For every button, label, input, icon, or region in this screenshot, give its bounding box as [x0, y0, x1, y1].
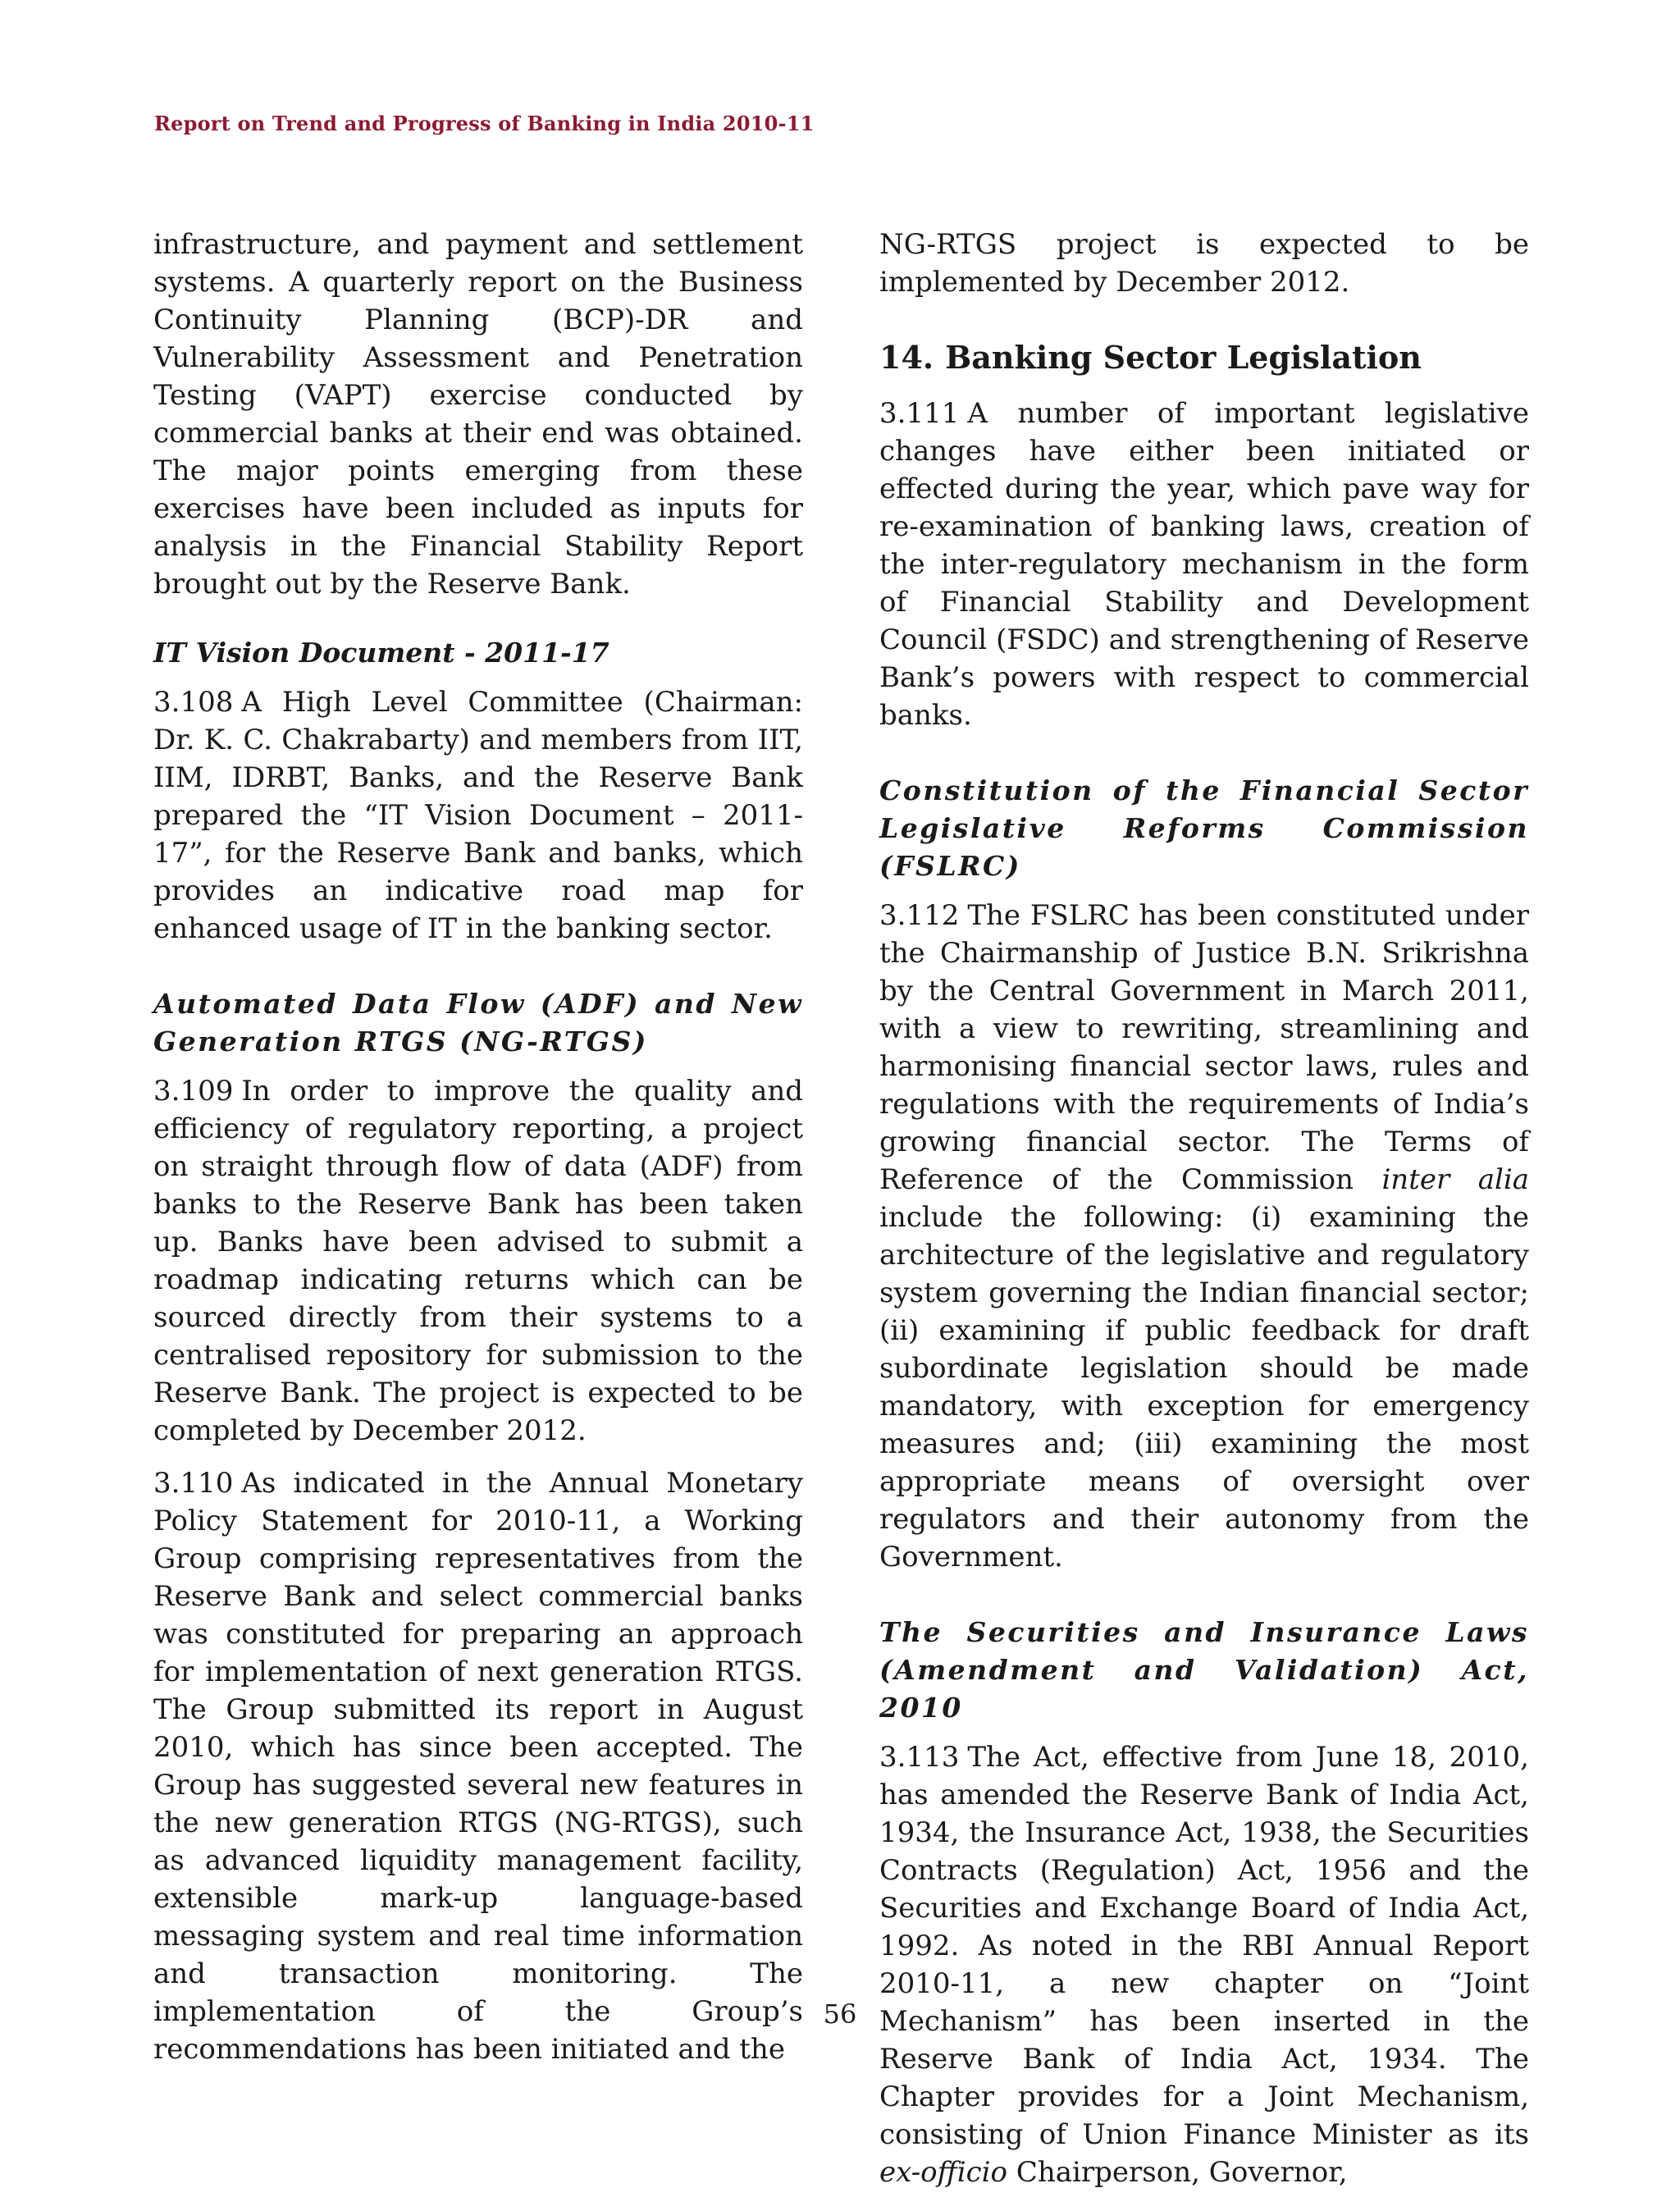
paragraph-text-continued: Chairperson, Governor, — [1007, 2156, 1348, 2189]
left-column — [153, 226, 803, 2083]
paragraph-continued-left: infrastructure, and payment and settlement systems. A quarterly report on the Business Continuity Planning (BCP)-DR and Vulnerability Assessment and Penetration Testing (VAPT) exercise conducted by commercial banks at their end was obtained. The major points emerging from these exercises have been included as inputs for analysis in the Financial Stability Report brought out by the Reserve Bank. — [153, 228, 803, 601]
paragraph-text: In order to improve the quality and efficiency of regulatory reporting, a project on straight through flow of data (ADF) from banks to the Reserve Bank has been taken up. Banks have been advised to submit a roadmap indicating returns which can be sourced directly from their systems to a centralised repository for submission to the Reserve Bank. The project is expected to be completed by December 2012. — [153, 1075, 803, 1447]
paragraph-number: 3.113 — [879, 1741, 960, 1774]
paragraph-3-108 — [153, 683, 803, 948]
paragraph-text: A number of important legislative changes have either been initiated or effected during the year, which pave way for re-examination of banking laws, creation of the inter-regulatory mechanism in the form of Financial Stability and Development Council (FSDC) and strengthening of Reserve Bank’s powers with respect to commercial banks. — [879, 397, 1529, 732]
paragraph-text: The Act, effective from June 18, 2010, has amended the Reserve Bank of India Act, 1934, the Insurance Act, 1938, the Securities Contracts (Regulation) Act, 1956 and the Securities and Exchange Board of India Act, 1992. As noted in the RBI Annual Report 2010-11, a new chapter on “Joint Mechanism” has been inserted in the Reserve Bank of India Act, 1934. The Chapter provides for a Joint Mechanism, consisting of Union Finance Minister as its — [879, 1741, 1529, 2151]
right-column — [879, 226, 1529, 2206]
paragraph-text: As indicated in the Annual Monetary Policy Statement for 2010-11, a Working Group comprising representatives from the Reserve Bank and select commercial banks was constituted for preparing an approach for implementation of next generation RTGS. The Group submitted its report in August 2010, which has since been accepted. The Group has suggested several new features in the new generation RTGS (NG-RTGS), such as advanced liquidity management facility, extensible mark-up language-based messaging system and real time information and transaction monitoring. The implementation of the Group’s recommendations has been initiated and the — [153, 1467, 803, 2066]
paragraph-3-110 — [153, 1464, 803, 2068]
section-heading — [879, 339, 1529, 377]
paragraph-3-111 — [879, 395, 1529, 734]
italic-term: inter alia — [1381, 1163, 1529, 1196]
subheading-securities-act: The Securities and Insurance Laws (Amendment and Validation) Act, 2010 — [879, 1616, 1529, 1724]
section-number: 14. — [879, 339, 934, 376]
subheading-it-vision: IT Vision Document - 2011-17 — [153, 637, 609, 669]
paragraph-3-113 — [879, 1738, 1529, 2191]
paragraph-number: 3.112 — [879, 899, 960, 932]
paragraph-3-112 — [879, 897, 1529, 1576]
running-header: Report on Trend and Progress of Banking in India 2010-11 — [154, 112, 815, 135]
italic-term: ex-officio — [879, 2156, 1008, 2189]
page-number: 56 — [823, 1998, 857, 2030]
paragraph-number: 3.108 — [153, 686, 234, 719]
paragraph-number: 3.110 — [153, 1467, 234, 1500]
paragraph-text: A High Level Committee (Chairman: Dr. K. C. Chakrabarty) and members from IIT, IIM, IDRBT, Banks, and the Reserve Bank prepared the “IT Vision Document – 2011-17”, for the Reserve Bank and banks, which provides an indicative road map for enhanced usage of IT in the banking sector. — [153, 686, 803, 945]
paragraph-number: 3.109 — [153, 1075, 234, 1108]
subheading-adf: Automated Data Flow (ADF) and New Generation RTGS (NG-RTGS) — [153, 988, 803, 1057]
paragraph-number: 3.111 — [879, 397, 960, 430]
paragraph-3-109 — [153, 1072, 803, 1450]
paragraph-text: The FSLRC has been constituted under the Chairmanship of Justice B.N. Srikrishna by the Central Government in March 2011, with a view to rewriting, streamlining and harmonising financial sector laws, rules and regulations with the requirements of India’s growing financial sector. The Terms of Reference of the Commission — [879, 899, 1529, 1196]
subheading-fslrc: Constitution of the Financial Sector Legislative Reforms Commission (FSLRC) — [879, 774, 1529, 882]
paragraph-continued-right: NG-RTGS project is expected to be implemented by December 2012. — [879, 228, 1529, 299]
paragraph-text-continued: include the following: (i) examining the architecture of the legislative and regulatory system governing the Indian financial sector; (ii) examining if public feedback for draft subordinate legislation should be made mandatory, with exception for emergency measures and; (iii) examining the most appropriate means of oversight over regulators and their autonomy from the Government. — [879, 1201, 1529, 1573]
section-title: Banking Sector Legislation — [945, 339, 1422, 376]
